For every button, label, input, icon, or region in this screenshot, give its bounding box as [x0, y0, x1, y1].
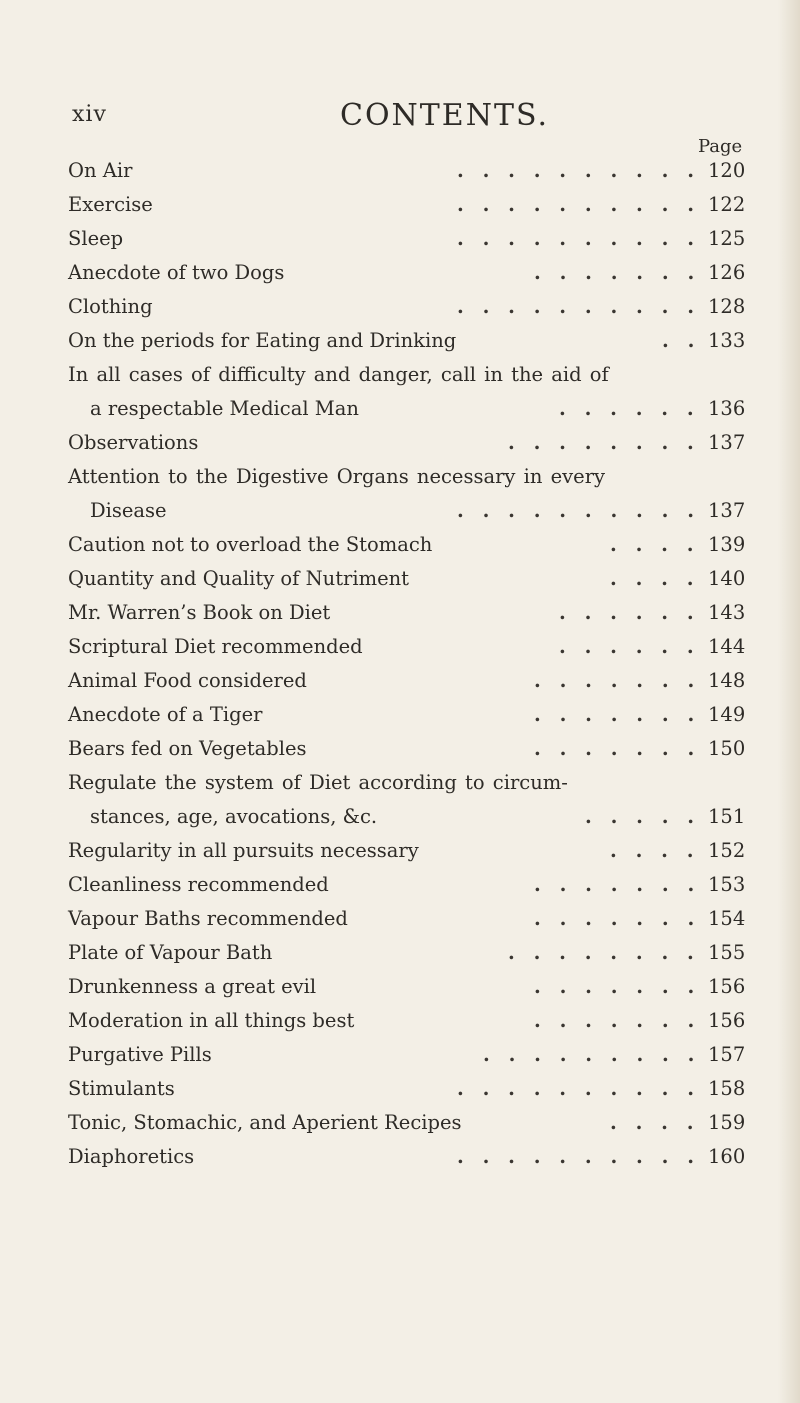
entry-title: Mr. Warren’s Book on Diet	[68, 601, 331, 624]
contents-entry	[68, 1140, 768, 1174]
leader-dots: . . . . . . .	[534, 907, 701, 930]
contents-entry	[68, 1038, 768, 1072]
leader-dots: . . . . . . .	[534, 261, 701, 284]
entry-page-number: 120	[708, 159, 746, 182]
leader-dots: . . . . . . .	[534, 975, 701, 998]
entry-page-number: 140	[708, 567, 746, 590]
leader-dots: . . . .	[610, 1111, 700, 1134]
leader-dots: . . . .	[610, 533, 700, 556]
entry-title: Anecdote of a Tiger	[68, 703, 263, 726]
entry-title: Anecdote of two Dogs	[68, 261, 285, 284]
leader-dots: . . . .	[610, 567, 700, 590]
entry-page-number: 143	[708, 601, 746, 624]
leader-dots: . . . .	[610, 839, 700, 862]
entry-page-number: 136	[708, 397, 746, 420]
contents-entry	[68, 392, 768, 426]
entry-title: Stimulants	[68, 1077, 175, 1100]
entry-title: Scriptural Diet recommended	[68, 635, 363, 658]
contents-entry	[68, 596, 768, 630]
contents-entry	[68, 902, 768, 936]
contents-entry	[68, 188, 768, 222]
leader-dots: . . . . . . . . . .	[457, 227, 700, 250]
leader-dots: . . . . . . .	[534, 737, 701, 760]
entry-title: On the periods for Eating and Drinking	[68, 329, 457, 352]
leader-dots: . . . . .	[585, 805, 701, 828]
running-head	[70, 98, 730, 138]
entry-title: Bears fed on Vegetables	[68, 737, 307, 760]
leader-dots: . . . . . . . . . .	[457, 1077, 700, 1100]
contents-entry	[68, 936, 768, 970]
contents-entry	[68, 630, 768, 664]
entry-title: On Air	[68, 159, 133, 182]
entry-title: stances, age, avocations, &c.	[90, 805, 378, 828]
entry-page-number: 151	[708, 805, 746, 828]
contents-entry	[68, 732, 768, 766]
page-edge-shadow	[778, 0, 800, 1403]
entry-page-number: 152	[708, 839, 746, 862]
entry-page-number: 155	[708, 941, 746, 964]
entry-page-number: 128	[708, 295, 746, 318]
contents-entry	[68, 800, 768, 834]
contents-entry	[68, 460, 768, 494]
contents-entry	[68, 868, 768, 902]
entry-page-number: 154	[708, 907, 746, 930]
entry-page-number: 160	[708, 1145, 746, 1168]
leader-dots: . . . . . . .	[534, 873, 701, 896]
contents-entry	[68, 528, 768, 562]
entry-title: Attention to the Digestive Organs necessary in every	[68, 465, 606, 488]
contents-entry	[68, 290, 768, 324]
entry-title: Exercise	[68, 193, 153, 216]
entry-page-number: 158	[708, 1077, 746, 1100]
entry-title: Cleanliness recommended	[68, 873, 329, 896]
entry-title: Tonic, Stomachic, and Aperient Recipes	[68, 1111, 462, 1134]
entry-page-number: 153	[708, 873, 746, 896]
contents-entry	[68, 222, 768, 256]
leader-dots: . .	[662, 329, 701, 352]
leader-dots: . . . . . . . . . .	[457, 499, 700, 522]
entry-title: Quantity and Quality of Nutriment	[68, 567, 410, 590]
leader-dots: . . . . . . .	[534, 1009, 701, 1032]
leader-dots: . . . . . . . .	[508, 941, 700, 964]
entry-page-number: 157	[708, 1043, 746, 1066]
contents-entry	[68, 562, 768, 596]
entry-title: Vapour Baths recommended	[68, 907, 348, 930]
leader-dots: . . . . . .	[559, 635, 700, 658]
entry-page-number: 149	[708, 703, 746, 726]
leader-dots: . . . . . . . . . .	[457, 1145, 700, 1168]
contents-entry	[68, 1072, 768, 1106]
leader-dots: . . . . . . .	[534, 669, 701, 692]
entry-page-number: 126	[708, 261, 746, 284]
entry-title: Regularity in all pursuits necessary	[68, 839, 419, 862]
leader-dots: . . . . . . . .	[508, 431, 700, 454]
entry-title: Diaphoretics	[68, 1145, 195, 1168]
entry-page-number: 150	[708, 737, 746, 760]
entry-title: a respectable Medical Man	[90, 397, 359, 420]
entry-title: Purgative Pills	[68, 1043, 212, 1066]
leader-dots: . . . . . .	[559, 397, 700, 420]
leader-dots: . . . . . . . . . .	[457, 193, 700, 216]
contents-entry	[68, 698, 768, 732]
entry-title: Animal Food considered	[68, 669, 307, 692]
entry-page-number: 133	[708, 329, 746, 352]
entry-title: Sleep	[68, 227, 124, 250]
entry-page-number: 122	[708, 193, 746, 216]
entry-title: Clothing	[68, 295, 153, 318]
leader-dots: . . . . . . . . . .	[457, 295, 700, 318]
contents-list	[68, 154, 768, 1174]
entry-title: In all cases of difficulty and danger, call in the aid of	[68, 363, 609, 386]
entry-page-number: 137	[708, 431, 746, 454]
leader-dots: . . . . . . .	[534, 703, 701, 726]
page-column-label: Page	[698, 136, 743, 157]
entry-title: Drunkenness a great evil	[68, 975, 317, 998]
entry-title: Moderation in all things best	[68, 1009, 355, 1032]
contents-entry	[68, 834, 768, 868]
leader-dots: . . . . . . . . .	[483, 1043, 701, 1066]
contents-entry	[68, 256, 768, 290]
entry-title: Disease	[90, 499, 167, 522]
contents-entry	[68, 494, 768, 528]
contents-entry	[68, 1004, 768, 1038]
contents-entry	[68, 664, 768, 698]
contents-entry	[68, 324, 768, 358]
entry-page-number: 156	[708, 1009, 746, 1032]
entry-page-number: 156	[708, 975, 746, 998]
entry-title: Plate of Vapour Bath	[68, 941, 273, 964]
contents-entry	[68, 970, 768, 1004]
entry-title: Observations	[68, 431, 199, 454]
contents-entry	[68, 1106, 768, 1140]
entry-page-number: 139	[708, 533, 746, 556]
page-number-folio: xiv	[72, 102, 107, 127]
entry-page-number: 159	[708, 1111, 746, 1134]
entry-title: Regulate the system of Diet according to circum-	[68, 771, 568, 794]
contents-entry	[68, 358, 768, 392]
leader-dots: . . . . . .	[559, 601, 700, 624]
entry-title: Caution not to overload the Stomach	[68, 533, 433, 556]
entry-page-number: 125	[708, 227, 746, 250]
leader-dots: . . . . . . . . . .	[457, 159, 700, 182]
contents-entry	[68, 766, 768, 800]
entry-page-number: 137	[708, 499, 746, 522]
page-title: CONTENTS.	[340, 98, 549, 133]
contents-entry	[68, 426, 768, 460]
entry-page-number: 144	[708, 635, 746, 658]
entry-page-number: 148	[708, 669, 746, 692]
contents-entry	[68, 154, 768, 188]
